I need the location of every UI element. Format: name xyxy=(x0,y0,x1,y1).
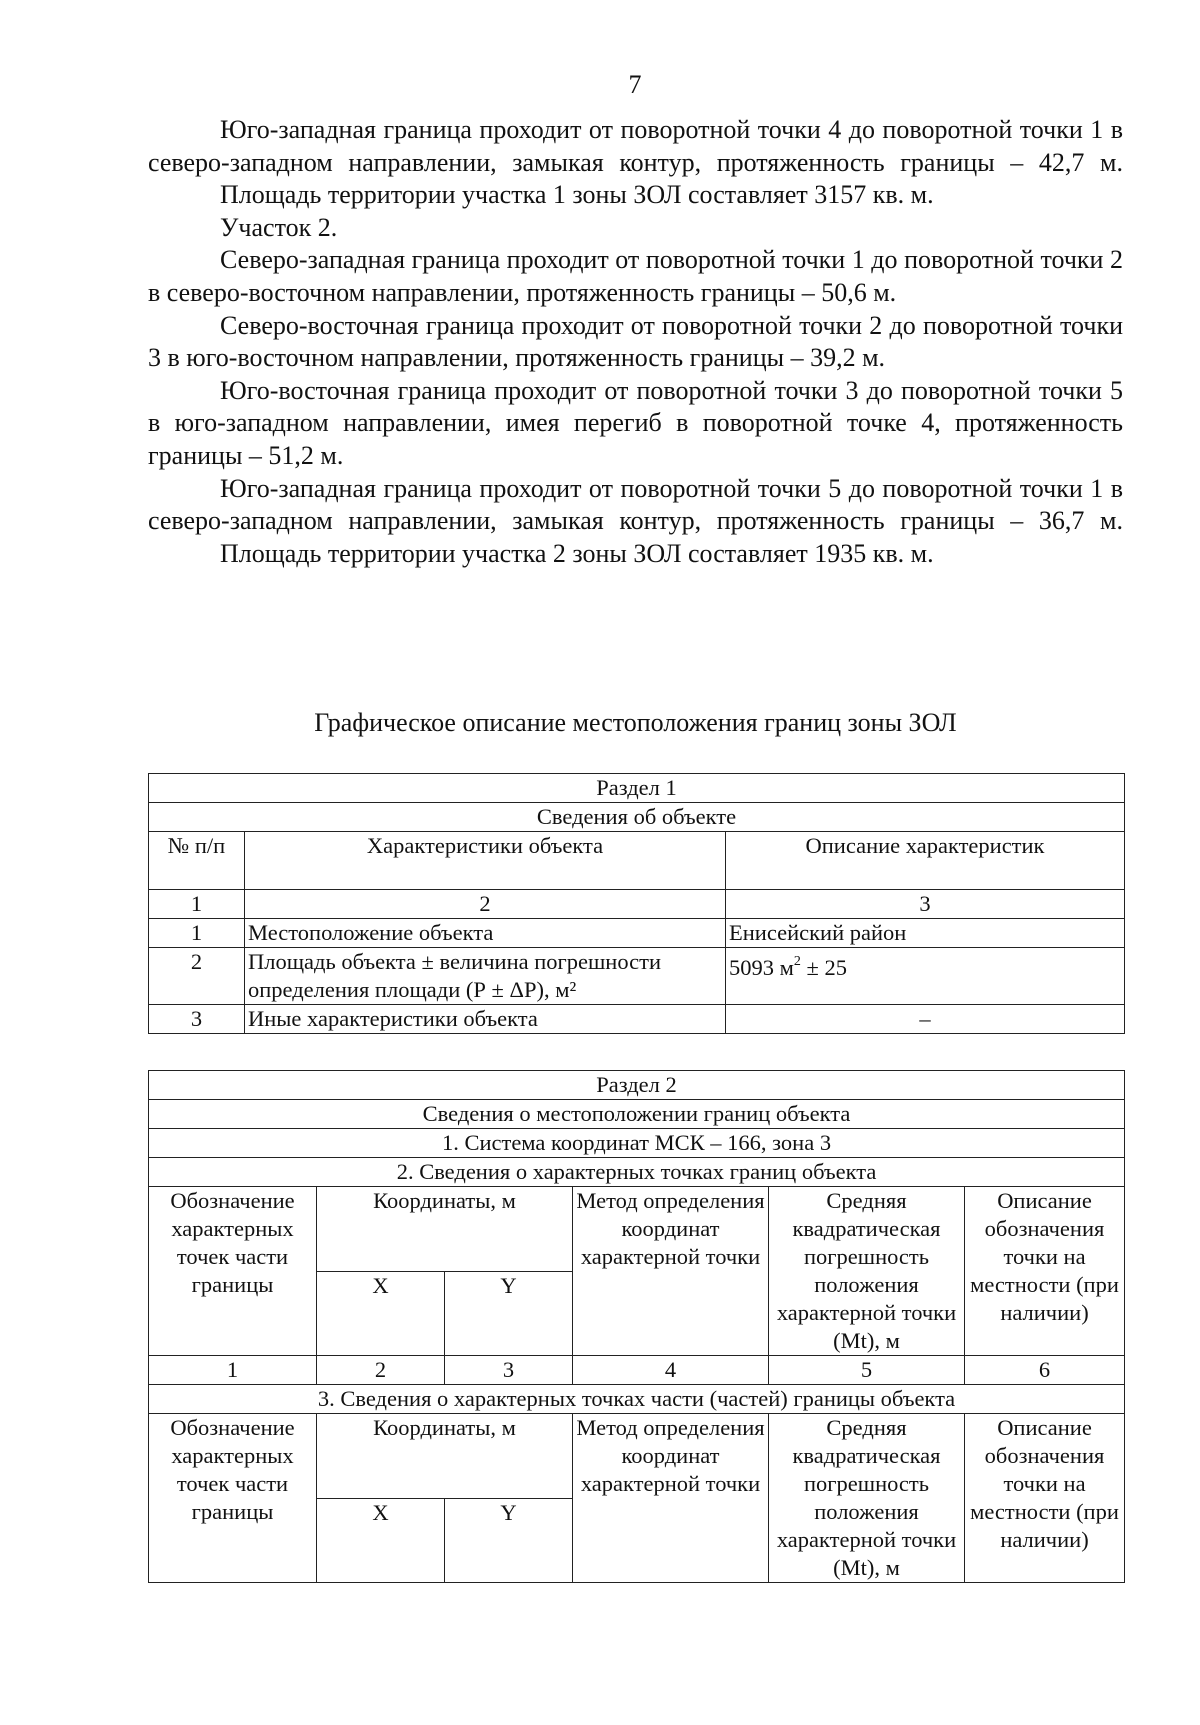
col-number: 5 xyxy=(769,1356,965,1385)
section2-title: Раздел 2 xyxy=(149,1071,1125,1100)
coordinate-system: 1. Система координат МСК – 166, зона 3 xyxy=(149,1129,1125,1158)
row-characteristic: Площадь объекта ± величина погрешности определения площади (Р ± ΔР), м² xyxy=(245,948,726,1005)
paragraph: Юго-западная граница проходит от поворотной точки 5 до поворотной точки 1 в северо-западном направлении, замыкая контур, протяженность границы – 36,7 м. xyxy=(148,473,1123,536)
area-unit-exponent: 2 xyxy=(793,954,801,969)
header-designation: Обозначение характерных точек части границы xyxy=(149,1414,317,1583)
page-number: 7 xyxy=(628,70,642,99)
row-num: 2 xyxy=(149,948,245,1005)
header-method: Метод определения координат характерной точки xyxy=(573,1414,769,1583)
header-description: Описание обозначения точки на местности (при наличии) xyxy=(965,1187,1125,1356)
header-description: Описание обозначения точки на местности (при наличии) xyxy=(965,1414,1125,1583)
section2-subtitle: Сведения о местоположении границ объекта xyxy=(149,1100,1125,1129)
row-num: 1 xyxy=(149,919,245,948)
header-designation: Обозначение характерных точек части границы xyxy=(149,1187,317,1356)
row-description: – xyxy=(726,1005,1125,1034)
table-caption: Графическое описание местоположения границ зоны ЗОЛ xyxy=(314,708,957,737)
area-error: ± 25 xyxy=(800,955,847,980)
paragraph: Юго-восточная граница проходит от поворотной точки 3 до поворотной точки 5 в юго-западном направлении, имея перегиб в поворотной точке 4, протяженность границы – 51,2 м. xyxy=(148,375,1123,470)
body-text xyxy=(148,114,1123,570)
section1-title: Раздел 1 xyxy=(149,774,1125,803)
paragraph: Северо-западная граница проходит от поворотной точки 1 до поворотной точки 2 в северо-восточном направлении, протяженность границы – 50,6 м. xyxy=(148,245,1123,307)
table-row xyxy=(149,919,1125,948)
paragraph: Площадь территории участка 1 зоны ЗОЛ составляет 3157 кв. м. xyxy=(220,180,934,210)
paragraph: Участок 2. xyxy=(220,212,338,242)
col-number: 2 xyxy=(317,1356,445,1385)
header-coords: Координаты, м xyxy=(317,1414,573,1499)
col-number: 3 xyxy=(445,1356,573,1385)
header-x: X xyxy=(317,1498,445,1583)
row-num: 3 xyxy=(149,1005,245,1034)
paragraph: Юго-западная граница проходит от поворотной точки 4 до поворотной точки 1 в северо-западном направлении, замыкая контур, протяженность границы – 42,7 м. xyxy=(148,115,1123,177)
section2-table xyxy=(148,1070,1125,1583)
row-characteristic: Иные характеристики объекта xyxy=(245,1005,726,1034)
header-num: № п/п xyxy=(149,832,245,890)
paragraph: Северо-восточная граница проходит от поворотной точки 2 до поворотной точки 3 в юго-восточном направлении, протяженность границы – 39,2 м. xyxy=(148,310,1123,373)
header-characteristic: Характеристики объекта xyxy=(245,832,726,890)
col-number: 1 xyxy=(149,890,245,919)
parts-title: 3. Сведения о характерных точках части (частей) границы объекта xyxy=(149,1385,1125,1414)
row-description xyxy=(726,948,1125,1005)
row-description: Енисейский район xyxy=(726,919,1125,948)
table-row xyxy=(149,1005,1125,1034)
header-x: X xyxy=(317,1271,445,1356)
header-error: Средняя квадратическая погрешность положения характерной точки (Mt), м xyxy=(769,1187,965,1356)
col-number: 4 xyxy=(573,1356,769,1385)
col-number: 1 xyxy=(149,1356,317,1385)
header-description: Описание характеристик xyxy=(726,832,1125,890)
col-number: 6 xyxy=(965,1356,1125,1385)
paragraph: Площадь территории участка 2 зоны ЗОЛ составляет 1935 кв. м. xyxy=(220,538,934,568)
header-method: Метод определения координат характерной точки xyxy=(573,1187,769,1356)
table-row xyxy=(149,948,1125,1005)
points-title: 2. Сведения о характерных точках границ объекта xyxy=(149,1158,1125,1187)
header-y: Y xyxy=(445,1271,573,1356)
area-value: 5093 м xyxy=(729,955,794,980)
header-y: Y xyxy=(445,1498,573,1583)
header-error: Средняя квадратическая погрешность положения характерной точки (Mt), м xyxy=(769,1414,965,1583)
col-number: 2 xyxy=(245,890,726,919)
col-number: 3 xyxy=(726,890,1125,919)
row-characteristic: Местоположение объекта xyxy=(245,919,726,948)
header-coords: Координаты, м xyxy=(317,1187,573,1272)
section1-table xyxy=(148,773,1125,1034)
section1-subtitle: Сведения об объекте xyxy=(149,803,1125,832)
